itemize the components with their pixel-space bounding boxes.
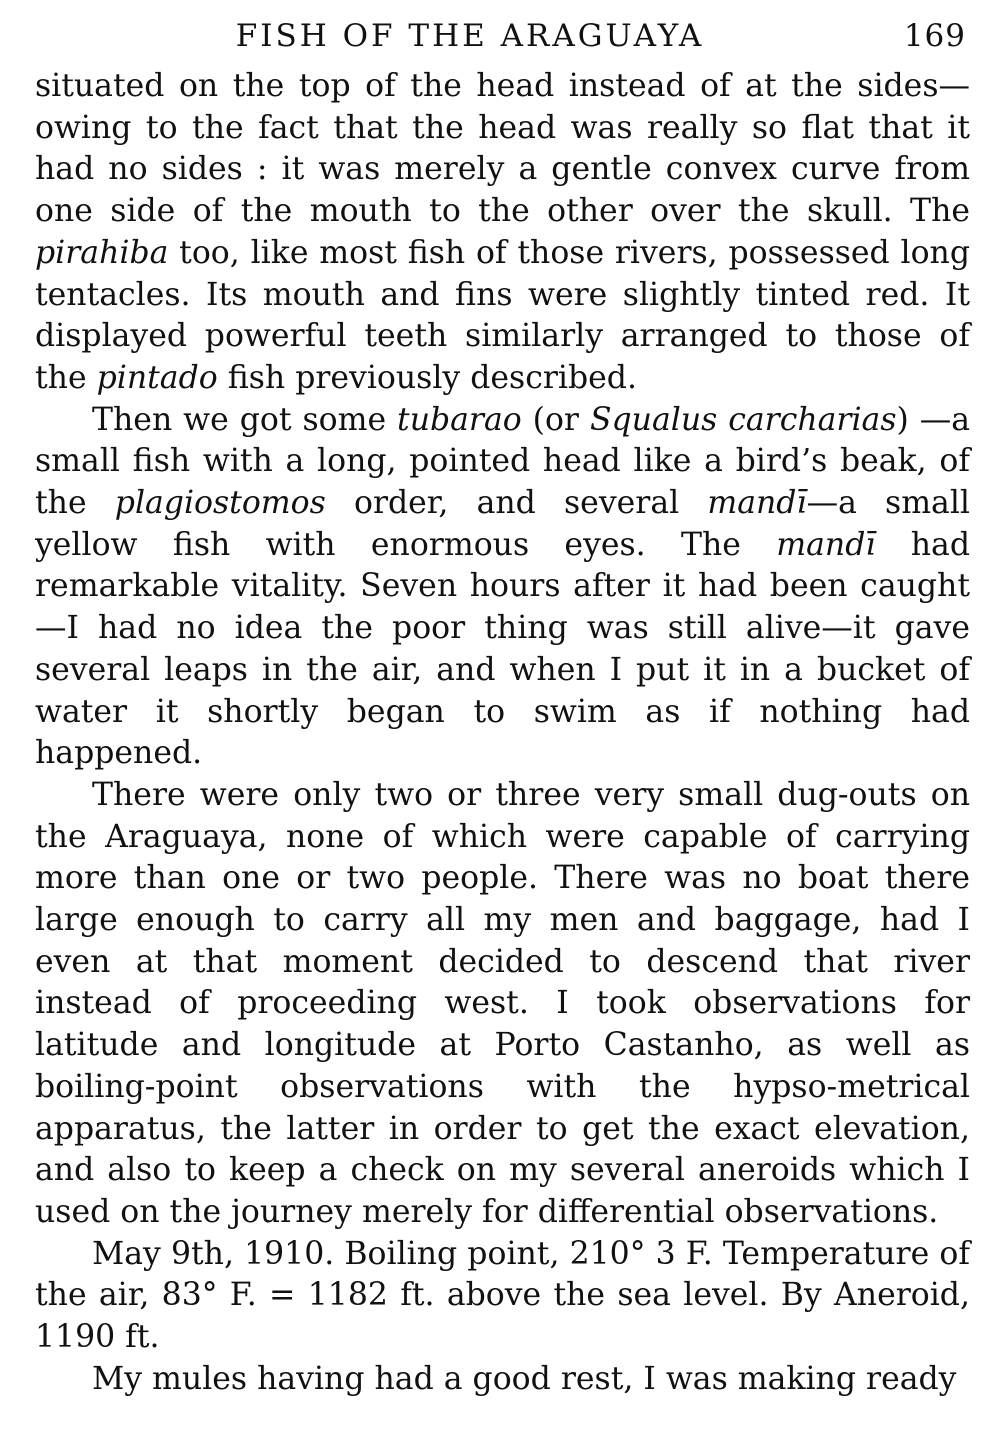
paragraph — [35, 400, 970, 775]
text-run: There were only two or three very small dug-outs on the Araguaya, none of which were capable of carrying more than one or two people. There was no boat there large enough to carry all my men and baggage, had I even at that moment decided to descend that river instead of proceeding west. I took observations for latitude and longitude at Porto Castanho, as well as boiling-point observations with the hypso-metrical apparatus, the latter in order to get the exact elevation, and also to keep a check on my several aneroids which I used on the journey merely for differential observations. — [35, 776, 970, 1230]
page-header — [35, 14, 970, 66]
text-run: ) —a small fish with a long, pointed head like a bird’s beak, of the — [35, 401, 970, 522]
italic-term: pirahiba — [35, 234, 169, 271]
book-page — [35, 14, 970, 1401]
italic-term: plagiostomos — [114, 485, 326, 522]
paragraph — [35, 1234, 970, 1359]
italic-term: mandī — [707, 485, 807, 522]
italic-term: pintado — [96, 359, 218, 396]
paragraph — [35, 66, 970, 400]
text-run: fish previously described. — [217, 359, 637, 396]
text-run: (or — [521, 401, 590, 438]
text-run: My mules having had a good rest, I was making ready — [92, 1360, 957, 1397]
text-run: too, like most fish of those rivers, possessed long tentacles. Its mouth and fins were slightly tinted red. It displayed powerful teeth similarly arranged to those of the — [35, 234, 970, 396]
italic-term: tubarao — [397, 401, 522, 438]
text-run: May 9th, 1910. Boiling point, 210° 3 F. Temperature of the air, 83° F. = 1182 ft. above the sea level. By Aneroid, 1190 ft. — [35, 1235, 970, 1356]
text-run: Then we got some — [92, 401, 398, 438]
text-run: —a small yellow fish with enormous eyes. The — [35, 485, 970, 563]
text-run: order, and several — [325, 485, 708, 522]
italic-term: mandī — [776, 526, 876, 563]
text-run: situated on the top of the head instead of at the sides—owing to the fact that the head was really so flat that it had no sides : it was merely a gentle convex curve from one side of the mouth to the other over the skull. The — [35, 68, 970, 230]
body-text — [35, 66, 970, 1401]
page-number: 169 — [903, 18, 966, 54]
italic-term: Squalus carcharias — [589, 401, 897, 438]
paragraph — [35, 1359, 970, 1401]
text-run: had remarkable vitality. Seven hours after it had been caught—I had no idea the poor thing was still alive—it gave several leaps in the air, and when I put it in a bucket of water it shortly began to swim as if nothing had happened. — [35, 526, 970, 772]
paragraph — [35, 775, 970, 1234]
running-head: FISH OF THE ARAGUAYA — [235, 18, 705, 54]
